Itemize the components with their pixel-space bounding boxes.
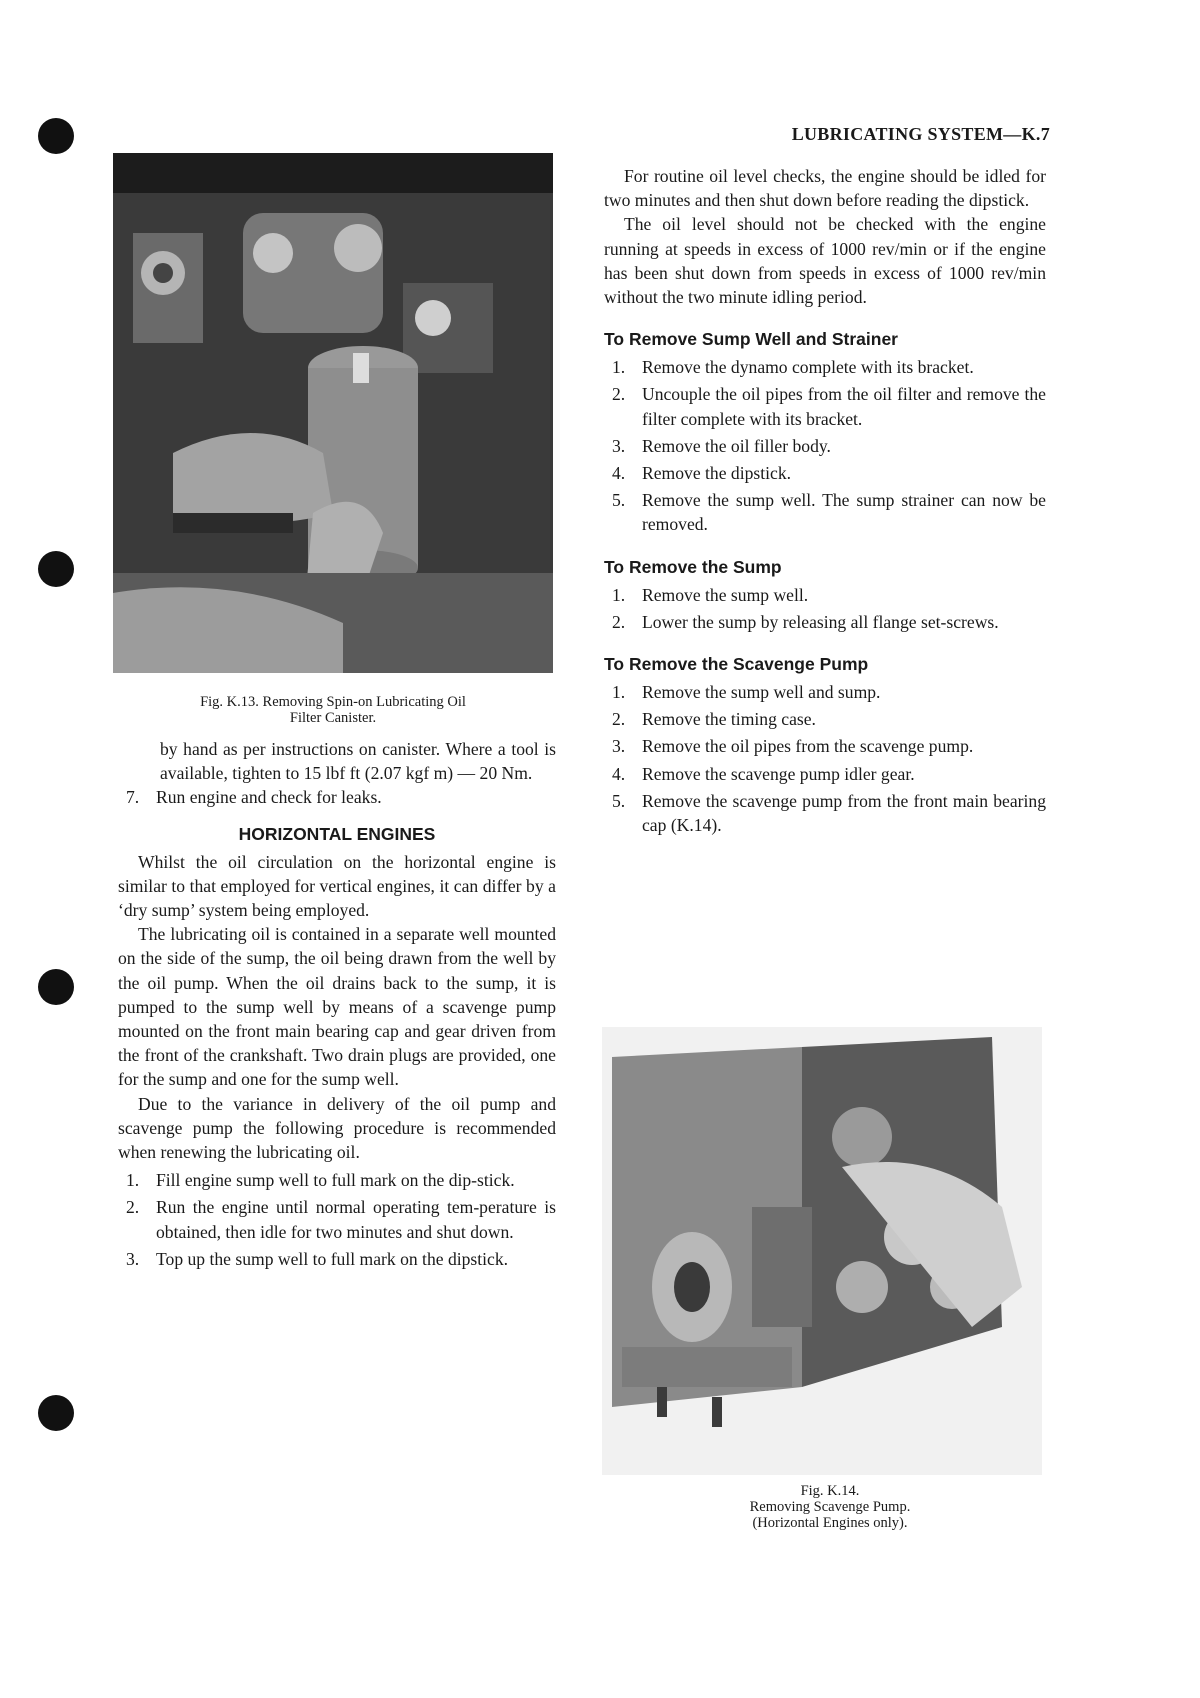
step-number: 1. — [126, 1170, 140, 1191]
step-6-continuation: by hand as per instructions on canister. Where a tool is available, tighten to 15 lbf ft (2.07 kgf m) — 20 Nm. — [160, 739, 556, 784]
step-text: Remove the oil filler body. — [642, 435, 831, 456]
left-column — [118, 737, 556, 1274]
step-text: Remove the sump well. The sump strainer can now be removed. — [642, 490, 1046, 535]
right-column — [604, 164, 1046, 840]
step-number: 2. — [612, 384, 626, 405]
step-text: Run engine and check for leaks. — [156, 787, 382, 808]
sump-heading: To Remove the Sump — [604, 556, 782, 577]
step-text: Remove the timing case. — [642, 709, 816, 730]
scavenge-pump-illustration — [602, 1027, 1042, 1475]
step-number: 3. — [612, 435, 626, 456]
binder-hole-2 — [38, 551, 74, 587]
step-number: 3. — [126, 1248, 140, 1269]
figure-k13-caption — [113, 694, 553, 726]
step-number: 4. — [612, 463, 626, 484]
step-text: Remove the scavenge pump idler gear. — [642, 763, 915, 784]
scavenge-step-4 — [604, 762, 1046, 786]
figure-k13-photo — [113, 153, 553, 673]
step-text: Remove the sump well. — [642, 584, 809, 605]
step-number: 7. — [126, 787, 140, 808]
horizontal-para-2: The lubricating oil is contained in a separate well mounted on the side of the sump, the oil being drawn from the well by the oil pump. When the oil drains back to the sump, it is pumped to the sump well by means of a scavenge pump mounted on the front main bearing cap and gear driven from the front of the crankshaft. Two drain plugs are provided, one for the sump and one for the sump well. — [118, 924, 556, 1090]
step-text: Remove the dipstick. — [642, 463, 792, 484]
step-number: 1. — [612, 682, 626, 703]
step-7-list — [118, 785, 556, 809]
step-text: Lower the sump by releasing all flange set-screws. — [642, 611, 999, 632]
figure-k14-caption-line1: Fig. K.14. — [800, 1483, 860, 1499]
step-text: Remove the dynamo complete with its bracket. — [642, 357, 974, 378]
step-number: 3. — [612, 736, 626, 757]
scavenge-heading: To Remove the Scavenge Pump — [604, 654, 869, 675]
step-text: Top up the sump well to full mark on the dipstick. — [156, 1248, 509, 1269]
step-text: Uncouple the oil pipes from the oil filter and remove the filter complete with its bracket. — [642, 384, 1046, 429]
step-number: 2. — [126, 1197, 140, 1218]
step-number: 2. — [612, 709, 626, 730]
horizontal-para-3: Due to the variance in delivery of the oil pump and scavenge pump the following procedure is recommended when renewing the lubricating oil. — [118, 1093, 556, 1163]
scavenge-steps — [604, 680, 1046, 837]
step-text: Remove the scavenge pump from the front main bearing cap (K.14). — [642, 790, 1046, 836]
scavenge-step-2 — [604, 707, 1046, 731]
sump-well-step-1 — [604, 355, 1046, 379]
binder-hole-4 — [38, 1395, 74, 1431]
figure-k13-caption-line1: Fig. K.13. Removing Spin-on Lubricating Oil — [200, 694, 466, 710]
sump-well-step-2 — [604, 382, 1046, 430]
step-7 — [118, 785, 556, 809]
step-number: 2. — [612, 611, 626, 632]
sump-well-step-5 — [604, 488, 1046, 536]
figure-k14-caption-line2: Removing Scavenge Pump. — [749, 1499, 911, 1515]
figure-k14-caption-line3: (Horizontal Engines only). — [752, 1515, 908, 1531]
sump-step-1 — [604, 583, 1046, 607]
scavenge-step-1 — [604, 680, 1046, 704]
sump-well-step-3 — [604, 434, 1046, 458]
step-text: Run the engine until normal operating tem-perature is obtained, then idle for two minutes and shut down. — [156, 1197, 556, 1242]
sump-well-steps — [604, 355, 1046, 536]
figure-k14-caption — [690, 1483, 970, 1531]
step-number: 5. — [612, 790, 626, 811]
sump-steps — [604, 583, 1046, 634]
step-number: 4. — [612, 763, 626, 784]
figure-k13-caption-line2: Filter Canister. — [289, 710, 377, 726]
scavenge-step-5 — [604, 789, 1046, 837]
sump-well-heading: To Remove Sump Well and Strainer — [604, 329, 898, 350]
figure-k14-photo — [602, 1027, 1042, 1475]
step-number: 1. — [612, 357, 626, 378]
horizontal-steps — [118, 1168, 556, 1271]
step-number: 1. — [612, 584, 626, 605]
oil-filter-canister-illustration — [113, 153, 553, 673]
sump-step-2 — [604, 610, 1046, 634]
step-number: 5. — [612, 490, 626, 511]
step-text: Remove the sump well and sump. — [642, 682, 881, 703]
oil-level-para: The oil level should not be checked with the engine running at speeds in excess of 1000 rev/min or if the engine has been shut down from speeds in excess of 1000 rev/min without the two minute idling period. — [604, 214, 1046, 308]
horizontal-engines-heading: HORIZONTAL ENGINES — [238, 823, 436, 844]
step-text: Fill engine sump well to full mark on the dip-stick. — [156, 1170, 515, 1191]
page-header: LUBRICATING SYSTEM—K.7 — [791, 124, 1050, 144]
horizontal-step-1 — [118, 1168, 556, 1192]
sump-well-step-4 — [604, 461, 1046, 485]
binder-hole-3 — [38, 969, 74, 1005]
routine-check-para: For routine oil level checks, the engine should be idled for two minutes and then shut down before reading the dipstick. — [604, 166, 1046, 211]
scavenge-step-3 — [604, 734, 1046, 758]
horizontal-step-2 — [118, 1195, 556, 1243]
step-text: Remove the oil pipes from the scavenge pump. — [642, 736, 974, 757]
horizontal-step-3 — [118, 1247, 556, 1271]
binder-hole-1 — [38, 118, 74, 154]
horizontal-para-1: Whilst the oil circulation on the horizontal engine is similar to that employed for vertical engines, it can differ by a ‘dry sump’ system being employed. — [118, 851, 556, 921]
